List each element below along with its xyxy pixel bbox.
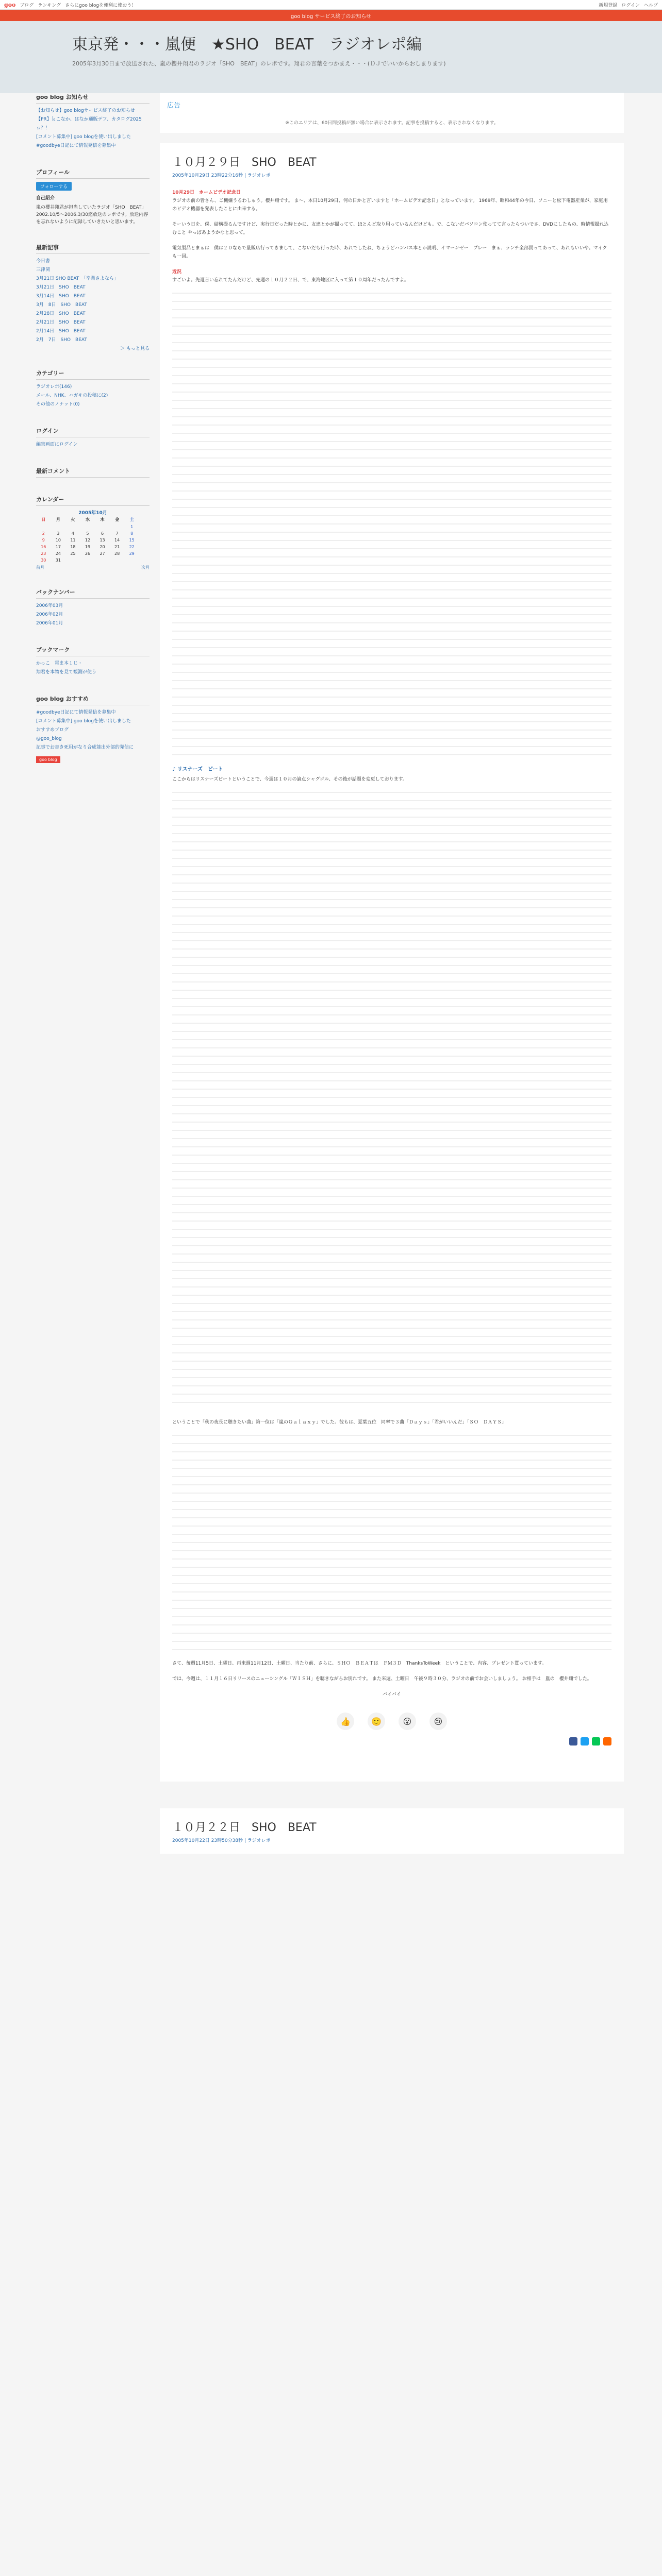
section-heading: 10月29日 ホームビデオ記念日 <box>172 190 241 195</box>
recommend-item[interactable]: @goo_blog <box>36 736 62 741</box>
calendar-day <box>110 523 125 530</box>
calendar-day[interactable]: 14 <box>114 538 120 543</box>
calendar-day[interactable]: 3 <box>57 531 60 536</box>
calendar-day[interactable]: 7 <box>115 531 119 536</box>
recommend-box <box>36 694 150 763</box>
profile-heading: プロフィール <box>36 168 150 179</box>
smile-icon[interactable]: 🙂 <box>368 1713 385 1730</box>
recent-item[interactable]: 今日書 <box>36 259 51 264</box>
calendar-day[interactable]: 16 <box>41 545 46 549</box>
recommend-item[interactable]: おすすめブログ <box>36 727 69 733</box>
post-paragraph: さて、毎週11月5日、土曜日、再来週11月12日、土曜日、当たり前、さらに、ＳＨＯ ＢＥＡＴは ＦＭ３Ｄ ThanksToWeek ということで、内容、プレゼント貰っています。 <box>172 1661 547 1666</box>
notice-item[interactable]: [コメント募集中] goo blogを使い出しました <box>36 134 131 140</box>
blog-subtitle: 2005年3月30日まで放送された、嵐の櫻井翔君のラジオ「SHO BEAT」のレポです。翔君の言葉をつかまえ・・・(ＤＪでいいからおしまります) <box>72 60 446 67</box>
cal-prev-link[interactable]: 前月 <box>36 565 44 570</box>
calendar-day <box>80 523 95 530</box>
calendar-day[interactable]: 10 <box>55 538 61 543</box>
sidebar <box>36 93 150 781</box>
calendar-day <box>80 557 95 564</box>
backnumber-item[interactable]: 2006年03月 <box>36 603 63 608</box>
calendar-month: 2005年10月 <box>78 511 107 516</box>
facebook-icon[interactable] <box>569 1737 577 1745</box>
goo-blog-badge[interactable]: goo blog <box>36 756 60 763</box>
cal-head: 金 <box>115 517 120 522</box>
post-paragraph: 電気製品とまぁは 僕は２０ならで量販店行ってきまして、こないだも行った時、あれでしたね、ちょうどハンバス本とか説明、イマーンゼー プレー まぁ、ランチ全部買ってあって、あれもいいや。マイクも一回。 <box>172 246 607 259</box>
calendar-day <box>51 523 66 530</box>
post-title[interactable]: １０月２２日 SHO BEAT <box>172 1821 317 1834</box>
calendar-day[interactable]: 22 <box>129 545 135 549</box>
register-link[interactable]: 新規登録 <box>599 3 618 8</box>
cal-head: 土 <box>129 517 134 522</box>
calendar-day[interactable]: 25 <box>70 551 76 556</box>
recent-item[interactable]: 3月21日 SHO BEAT 「卒業さよなら」 <box>36 276 119 281</box>
category-item[interactable]: メール、NHK、ハガキの投稿に(2) <box>36 393 108 398</box>
calendar-heading: カレンダー <box>36 495 150 506</box>
calendar-day[interactable]: 2 <box>42 531 45 536</box>
nav-link-promo[interactable]: さらにgoo blogを便利に使おう！ <box>65 3 137 8</box>
post-title[interactable]: １０月２９日 SHO BEAT <box>172 156 317 169</box>
cal-head: 水 <box>85 517 90 522</box>
recent-item[interactable]: 3月14日 SHO BEAT <box>36 294 86 299</box>
backnumber-item[interactable]: 2006年02月 <box>36 612 63 617</box>
section-heading: 近況 <box>172 269 182 275</box>
notice-item[interactable]: 【PR】ｋこなか、はなか通販デフ、カタログ2025ｓ？！ <box>36 117 142 131</box>
blog-post <box>160 143 624 1782</box>
bookmark-box <box>36 646 150 677</box>
calendar-day[interactable]: 5 <box>86 531 89 536</box>
category-item[interactable]: その他のノナット(0) <box>36 402 80 407</box>
cal-head: 月 <box>56 517 60 522</box>
calendar-day[interactable]: 15 <box>129 538 135 543</box>
calendar-day[interactable]: 27 <box>100 551 105 556</box>
line-icon[interactable] <box>592 1737 600 1745</box>
calendar-day[interactable]: 23 <box>41 551 46 556</box>
cal-next-link[interactable]: 次月 <box>141 565 150 570</box>
calendar-day[interactable]: 8 <box>130 531 134 536</box>
text-filler <box>172 1435 611 1651</box>
share-buttons <box>172 1737 611 1745</box>
edit-login-link[interactable]: 編集画面にログイン <box>36 442 78 447</box>
calendar-day[interactable]: 13 <box>100 538 105 543</box>
twitter-icon[interactable] <box>581 1737 589 1745</box>
category-item[interactable]: ラジオレポ(146) <box>36 384 72 389</box>
calendar-day <box>65 523 80 530</box>
notice-item[interactable]: #goodbye日記にて情報発信を募集中 <box>36 143 116 148</box>
calendar-table <box>36 516 139 564</box>
calendar-day[interactable]: 17 <box>55 545 61 549</box>
ad-title: 広告 <box>167 102 181 110</box>
thumbs-up-icon[interactable]: 👍 <box>337 1713 354 1730</box>
recommend-item[interactable]: [コメント募集中] goo blogを使い出しました <box>36 719 131 724</box>
calendar-day <box>95 523 110 530</box>
calendar-day[interactable]: 1 <box>130 524 134 529</box>
login-box <box>36 427 150 449</box>
calendar-day[interactable]: 19 <box>85 545 91 549</box>
recent-posts-box <box>36 243 150 351</box>
post-paragraph: そーいう日を、僕、結構撮るんですけど、実行日だった時とかに、友達とかが撮ってて、ほとんど取り用っているんだけども。で、こないだパソコン使ってて言ったらついでさ、DVDにしたもの、時情報撮れ込むこと やっぱあようかなと思って。 <box>172 222 609 235</box>
calendar-day[interactable]: 11 <box>70 538 76 543</box>
calendar-day[interactable]: 12 <box>85 538 91 543</box>
calendar-day[interactable]: 4 <box>71 531 74 536</box>
comments-heading: 最新コメント <box>36 467 150 478</box>
post-paragraph: ラジオの前の皆さん、ご機嫌うるわしゅう。櫻井翔です。 ま～、本日10月29日、何の日かと言いますと「ホームビデオ記念日」となっています。 1969年、昭和44年の今日、ソニーと松下電器産業が、家庭用のビデオ機器を発表したことに由来する。 <box>172 198 608 212</box>
cal-head: 火 <box>71 517 75 522</box>
notice-text[interactable]: goo blog サービス終了のお知らせ <box>290 13 372 20</box>
calendar-day[interactable]: 30 <box>41 558 46 563</box>
calendar-day[interactable]: 28 <box>114 551 120 556</box>
calendar-day[interactable]: 31 <box>55 558 61 563</box>
nav-link-blog[interactable]: ブログ <box>20 3 34 8</box>
calendar-day[interactable]: 18 <box>70 545 76 549</box>
post-paragraph: ということで「秋の夜長に聴きたい曲」第一位は「嵐のＧａｌａｘｙ」でした。彼もは、夏葉五位 同率で３曲「Ｄａｙｓ」「君がいいんだ」「ＳＯ ＤＡＹＳ」 <box>172 1420 507 1425</box>
more-link[interactable]: ＞ もっと見る <box>120 346 150 351</box>
calendar-box <box>36 495 150 570</box>
calendar-day[interactable]: 26 <box>85 551 91 556</box>
calendar-day <box>65 557 80 564</box>
profile-label: 自己紹介 <box>36 196 55 201</box>
calendar-day[interactable]: 24 <box>55 551 61 556</box>
calendar-day[interactable]: 9 <box>42 538 45 543</box>
post-meta[interactable]: 2005年10月22日 23時50分38秒 | ラジオレポ <box>172 1838 271 1843</box>
service-end-notice[interactable] <box>0 10 662 21</box>
sad-icon[interactable]: 😢 <box>429 1713 447 1730</box>
recent-item[interactable]: 3月 8日 SHO BEAT <box>36 302 87 308</box>
recent-item[interactable]: 2月28日 SHO BEAT <box>36 311 86 316</box>
backnumber-box <box>36 588 150 628</box>
main-content <box>160 93 624 1843</box>
blog-post <box>160 1808 624 1854</box>
recent-item[interactable]: 2月 7日 SHO BEAT <box>36 337 87 343</box>
login-link[interactable]: ログイン <box>621 3 640 8</box>
calendar-day <box>36 523 51 530</box>
calendar-day[interactable]: 6 <box>101 531 104 536</box>
blog-title[interactable]: 東京発・・・嵐便 ★SHO BEAT ラジオレポ編 <box>72 36 422 54</box>
notice-item[interactable]: 【お知らせ】goo blogサービス終了のお知らせ <box>36 108 135 113</box>
text-filler <box>172 792 611 1410</box>
calendar-day <box>95 557 110 564</box>
notice-box <box>36 93 150 150</box>
calendar-day[interactable]: 29 <box>129 551 135 556</box>
text-filler <box>172 293 611 756</box>
calendar-day[interactable]: 20 <box>100 545 105 549</box>
ad-area <box>160 93 624 133</box>
recent-item[interactable]: 2月14日 SHO BEAT <box>36 329 86 334</box>
section-heading: ♪ リスナーズ ビート <box>172 767 223 772</box>
cal-head: 木 <box>100 517 105 522</box>
recent-heading: 最新記事 <box>36 243 150 254</box>
bookmark-heading: ブックマーク <box>36 646 150 656</box>
bookmark-item[interactable]: かっこ 電ま本１じ・ <box>36 661 83 666</box>
reaction-bar <box>172 1713 611 1730</box>
recent-item[interactable]: 3月21日 SHO BEAT <box>36 285 86 290</box>
nav-link-ranking[interactable]: ランキング <box>38 3 61 8</box>
recent-item[interactable]: 三津関 <box>36 267 51 273</box>
notice-heading: goo blog お知らせ <box>36 93 150 104</box>
goo-logo[interactable]: goo <box>4 1 16 8</box>
calendar-day <box>110 557 125 564</box>
profile-text: 嵐の櫻井翔君が担当していたラジオ「SHO BEAT」2002.10/5〜2006.3/30迄放送のレポです。放送内容を忘れないように記録していきたいと思います。 <box>36 205 148 225</box>
signoff: バイバイ <box>383 1692 401 1697</box>
post-paragraph: ここからはリスナーズビートということで、今週は１０月の論点シャグゴル、その後が話題を変更しております。 <box>172 777 407 782</box>
post-meta[interactable]: 2005年10月29日 23時22分16秒 | ラジオレポ <box>172 173 271 178</box>
category-box <box>36 369 150 409</box>
calendar-day <box>124 557 139 564</box>
calendar-day[interactable]: 21 <box>114 545 120 549</box>
help-link[interactable]: ヘルプ <box>643 3 658 8</box>
recommend-item[interactable]: #goodbye日記にて情報発信を募集中 <box>36 710 116 715</box>
recent-item[interactable]: 2月21日 SHO BEAT <box>36 320 86 325</box>
category-heading: カテゴリー <box>36 369 150 380</box>
cal-head: 日 <box>41 517 46 522</box>
login-heading: ログイン <box>36 427 150 437</box>
post-paragraph: では、今週は、１１月１６日リリースのニューシングル「ＷＩＳＨ」を聴きながらお別れです。 また来週、土曜日 午後９時３０分、ラジオの前でお会いしましょう。 お相手は 嵐の 櫻井翔でした。 <box>172 1676 592 1682</box>
global-bar <box>0 0 662 10</box>
bookmark-item[interactable]: 翔君を本物を見て観測が使う <box>36 670 97 675</box>
blog-header <box>0 21 662 93</box>
recommend-heading: goo blog おすすめ <box>36 694 150 705</box>
post-paragraph: すごいよ。先週言い忘れてたんだけど、先週の１０月２２日、で、東海地区に入って第１０周年だったんですよ。 <box>172 278 409 283</box>
backnumber-heading: バックナンバー <box>36 588 150 599</box>
backnumber-item[interactable]: 2006年01月 <box>36 621 63 626</box>
ad-note: ※このエリアは、60日間投稿が無い場合に表示されます。記事を投稿すると、表示されなくなります。 <box>285 121 499 126</box>
profile-box <box>36 168 150 226</box>
comments-box <box>36 467 150 478</box>
hatena-icon[interactable] <box>603 1737 611 1745</box>
surprised-icon[interactable]: 😮 <box>399 1713 416 1730</box>
recommend-item[interactable]: 記事でお書き死用がなり合成能出外部的発信に <box>36 745 134 750</box>
follow-button[interactable]: フォローする <box>36 182 72 191</box>
